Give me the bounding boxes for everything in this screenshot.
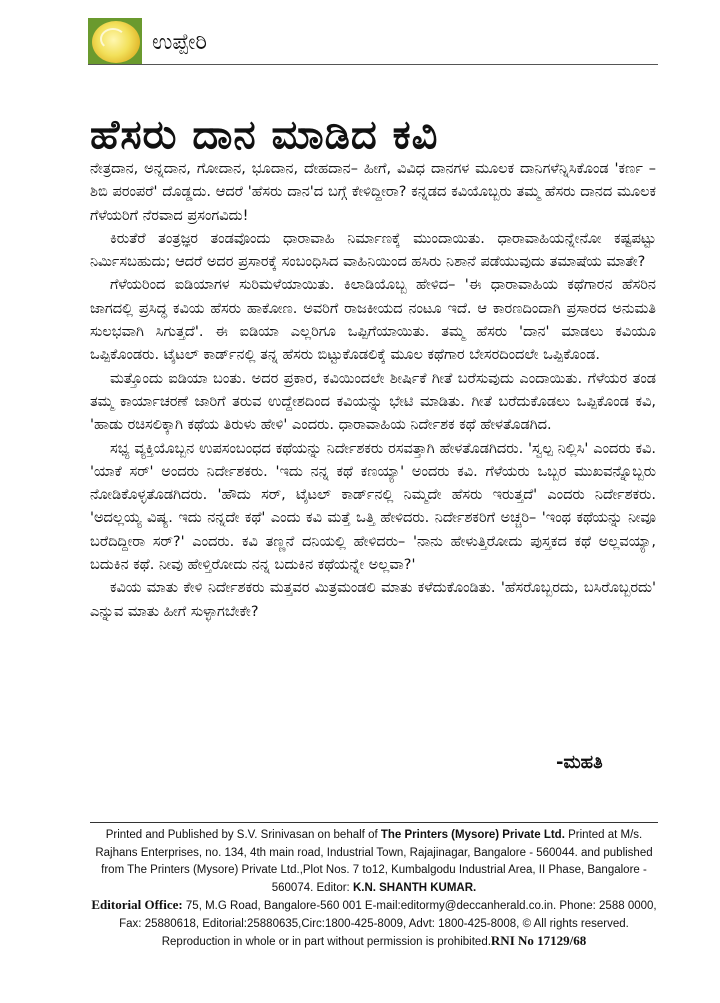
editorial-office-label: Editorial Office: (91, 897, 183, 912)
imprint-editor: K.N. SHANTH KUMAR. (352, 881, 477, 894)
editorial-office-text (90, 897, 658, 952)
article-paragraph-4: ಮತ್ತೊಂದು ಐಡಿಯಾ ಬಂತು. ಅದರ ಪ್ರಕಾರ, ಕವಿಯಿಂದಲೇ ಶೀರ್ಷಿಕೆ ಗೀತೆ ಬರೆಸುವುದು ಎಂದಾಯಿತು. ಗೆಳೆಯರ ತಂಡ ತಮ್ಮ ಕಾರ್ಯಾಚರಣೆ ಜಾರಿಗೆ ತರುವ ಉದ್ದೇಶದಿಂದ ಕವಿಯನ್ನು ಭೇಟಿ ಮಾಡಿತು. ಗೀತೆ ಬರೆದುಕೊಡಲು ಒಪ್ಪಿಕೊಂಡ ಕವಿ, 'ಹಾಡು ರಚಿಸಲಿಕ್ಕಾಗಿ ಕಥೆಯ ತಿರುಳು ಹೇಳಿ' ಎಂದರು. ಧಾರಾವಾಹಿಯ ನಿರ್ದೇಶಕ ಕಥೆ ಹೇಳತೊಡಗಿದ. (90, 370, 656, 434)
lemon-icon (88, 18, 142, 64)
article-body (90, 158, 656, 624)
editorial-office-details: 75, M.G Road, Bangalore-560 001 E-mail:editormy@deccanherald.co.in. Phone: 2588 0000, Fax: 25880618, Editorial:25880635,Circ:1800-425-8009, Advt: 1800-425-8008, © All rights reserved. Reproduction in whole or in part without permission is prohibited. (119, 900, 657, 948)
imprint-footer (90, 827, 658, 952)
header-divider (88, 64, 658, 65)
imprint-address-text: Printed at M/s. Rajhans Enterprises, no. 134, 4th main road, Industrial Town, Rajajinagar, Bangalore - 560044. and published from The Printers (Mysore) Private Ltd.,Plot Nos. 7 to12, Kumbalgodu Industrial Area, II Phase, Bangalore - 560074. Editor: (95, 829, 653, 894)
article-paragraph-2: ಕಿರುತೆರೆ ತಂತ್ರಜ್ಞರ ತಂಡವೊಂದು ಧಾರಾವಾಹಿ ನಿರ್ಮಾಣಕ್ಕೆ ಮುಂದಾಯಿತು. ಧಾರಾವಾಹಿಯನ್ನೇನೋ ಕಷ್ಟಪಟ್ಟು ನಿರ್ಮಿಸಬಹುದು; ಆದರೆ ಅದರ ಪ್ರಸಾರಕ್ಕೆ ಸಂಬಂಧಿಸಿದ ವಾಹಿನಿಯಿಂದ ಹಸಿರು ನಿಶಾನೆ ಪಡೆಯುವುದು ತಮಾಷೆಯ ಮಾತೇ? (90, 230, 656, 271)
imprint-company: The Printers (Mysore) Private Ltd. (380, 829, 565, 841)
author-signature: -ಮಹತಿ (556, 752, 603, 773)
article-paragraph-3: ಗೆಳೆಯರಿಂದ ಐಡಿಯಾಗಳ ಸುರಿಮಳೆಯಾಯಿತು. ಕಿಲಾಡಿಯೊಬ್ಬ ಹೇಳಿದ– 'ಈ ಧಾರಾವಾಹಿಯ ಕಥೆಗಾರನ ಹೆಸರಿನ ಜಾಗದಲ್ಲಿ ಪ್ರಸಿದ್ಧ ಕವಿಯ ಹೆಸರು ಹಾಕೋಣ. ಅವರಿಗೆ ರಾಜಕೀಯದ ನಂಟೂ ಇದೆ. ಆ ಕಾರಣದಿಂದಾಗಿ ಪ್ರಸಾರದ ಅನುಮತಿ ಸುಲಭವಾಗಿ ಸಿಗುತ್ತದೆ'. ಈ ಐಡಿಯಾ ಎಲ್ಲರಿಗೂ ಒಪ್ಪಿಗೆಯಾಯಿತು. ತಮ್ಮ ಹೆಸರು 'ದಾನ' ಮಾಡಲು ಕವಿಯೂ ಒಪ್ಪಿಕೊಂಡರು. ಟೈಟಲ್ ಕಾರ್ಡ್‌ನಲ್ಲಿ ತನ್ನ ಹೆಸರು ಬಿಟ್ಟುಕೊಡಲಿಕ್ಕೆ ಮೂಲ ಕಥೆಗಾರ ಬೇಸರದಿಂದಲೇ ಒಪ್ಪಿಕೊಂಡ. (90, 277, 656, 364)
imprint-text (90, 827, 658, 897)
article-title: ಹೆಸರು ದಾನ ಮಾಡಿದ ಕವಿ (90, 112, 439, 158)
article-paragraph-5: ಸಭ್ಯ ವ್ಯಕ್ತಿಯೊಬ್ಬನ ಉಪಸಂಬಂಧದ ಕಥೆಯನ್ನು ನಿರ್ದೇಶಕರು ರಸವತ್ತಾಗಿ ಹೇಳತೊಡಗಿದರು. 'ಸ್ವಲ್ಪ ನಿಲ್ಲಿಸಿ' ಎಂದರು ಕವಿ. 'ಯಾಕೆ ಸರ್' ಅಂದರು ನಿರ್ದೇಶಕರು. 'ಇದು ನನ್ನ ಕಥೆ ಕಣಯ್ಯಾ' ಅಂದರು ಕವಿ. ಗೆಳೆಯರು ಒಬ್ಬರ ಮುಖವನ್ನೊಬ್ಬರು ನೋಡಿಕೊಳ್ಳತೊಡಗಿದರು. 'ಹೌದು ಸರ್, ಟೈಟಲ್ ಕಾರ್ಡ್‌ನಲ್ಲಿ ನಿಮ್ಮದೇ ಹೆಸರು ಇರುತ್ತದೆ' ಎಂದರು ನಿರ್ದೇಶಕರು. 'ಅದಲ್ಲಯ್ಯ ವಿಷ್ಯ. ಇದು ನನ್ನದೇ ಕಥೆ' ಎಂದು ಕವಿ ಮತ್ತೆ ಒತ್ತಿ ಹೇಳಿದರು. ನಿರ್ದೇಶಕರಿಗೆ ಅಚ್ಚರಿ– 'ಇಂಥ ಕಥೆಯನ್ನು ನೀವೂ ಬರೆದಿದ್ದೀರಾ ಸರ್?' ಎಂದರು. ಕವಿ ತಣ್ಣನೆ ದನಿಯಲ್ಲಿ ಹೇಳಿದರು– 'ನಾನು ಹೇಳುತ್ತಿರೋದು ಪುಸ್ತಕದ ಕಥೆ ಅಲ್ಲವಯ್ಯಾ, ಬದುಕಿನ ಕಥೆ. ನೀವು ಹೇಳ್ತಿರೋದು ನನ್ನ ಬದುಕಿನ ಕಥೆಯನ್ನೇ ಅಲ್ಲವಾ?' (90, 440, 656, 574)
imprint-publisher-text: Printed and Published by S.V. Srinivasan on behalf of (105, 829, 381, 841)
section-label: ಉಪ್ಪೇರಿ (152, 30, 208, 55)
article-paragraph-1: ನೇತ್ರದಾನ, ಅನ್ನದಾನ, ಗೋದಾನ, ಭೂದಾನ, ದೇಹದಾನ– ಹೀಗೆ, ವಿವಿಧ ದಾನಗಳ ಮೂಲಕ ದಾನಿಗಳೆನ್ನಿಸಿಕೊಂಡ 'ಕರ್ಣ – ಶಿಬಿ ಪರಂಪರೆ' ದೊಡ್ಡದು. ಆದರೆ 'ಹೆಸರು ದಾನ'ದ ಬಗ್ಗೆ ಕೇಳಿದ್ದೀರಾ? ಕನ್ನಡದ ಕವಿಯೊಬ್ಬರು ತಮ್ಮ ಹೆಸರು ದಾನದ ಮೂಲಕ ಗೆಳೆಯರಿಗೆ ನೆರವಾದ ಪ್ರಸಂಗವಿದು! (90, 161, 656, 224)
article-paragraph-6: ಕವಿಯ ಮಾತು ಕೇಳಿ ನಿರ್ದೇಶಕರು ಮತ್ತವರ ಮಿತ್ರಮಂಡಲಿ ಮಾತು ಕಳೆದುಕೊಂಡಿತು. 'ಹೆಸರೊಬ್ಬರದು, ಬಸಿರೊಬ್ಬರದು' ಎನ್ನುವ ಮಾತು ಹೀಗೆ ಸುಳ್ಳಾಗಬೇಕೇ? (90, 580, 656, 620)
rni-number: RNI No 17129/68 (490, 933, 587, 948)
footer-divider (90, 822, 658, 823)
